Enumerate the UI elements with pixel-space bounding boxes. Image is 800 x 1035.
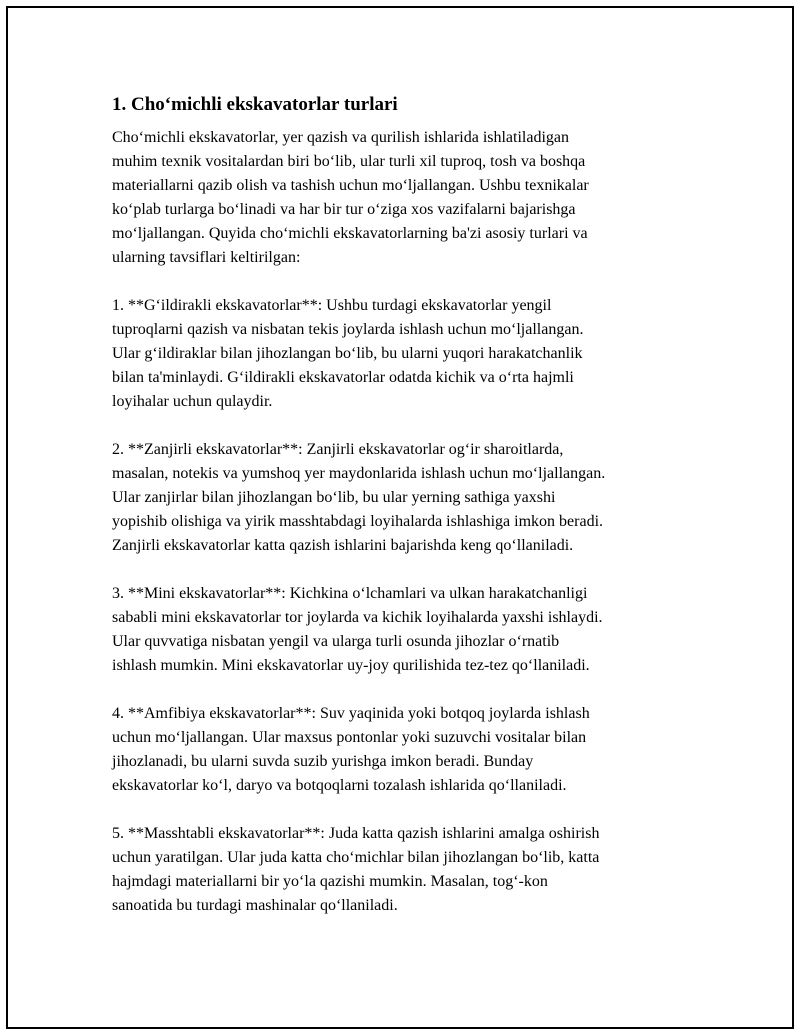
paragraph-crawler-excavators: 2. **Zanjirli ekskavatorlar**: Zanjirli ekskavatorlar og‘ir sharoitlarda, masalan, notekis va yumshoq yer maydonlarida ishlash uchun mo‘ljallangan. Ular zanjirlar bilan jihozlangan bo‘lib, bu ular yerning sathiga yaxshi yopishib olishiga va yirik masshtabdagi loyihalarda ishlashiga imkon beradi. Zanjirli ekskavatorlar katta qazish ishlarini bajarishda keng qo‘llaniladi. — [112, 441, 606, 554]
paragraph-wheeled-excavators: 1. **G‘ildirakli ekskavatorlar**: Ushbu turdagi ekskavatorlar yengil tuproqlarni qazish va nisbatan tekis joylarda ishlash uchun mo‘ljallangan. Ular g‘ildiraklar bilan jihozlangan bo‘lib, bu ularni yuqori harakatchanlik bilan ta'minlaydi. G‘ildirakli ekskavatorlar odatda kichik va o‘rta hajmli loyihalar uchun qulaydir. — [112, 297, 584, 410]
document-body — [112, 92, 692, 942]
paragraph-large-scale-excavators: 5. **Masshtabli ekskavatorlar**: Juda katta qazish ishlarini amalga oshirish uchun yaratilgan. Ular juda katta cho‘michlar bilan jihozlangan bo‘lib, katta hajmdagi materiallarni bir yo‘la qazishi mumkin. Masalan, tog‘-kon sanoatida bu turdagi mashinalar qo‘llaniladi. — [112, 825, 600, 914]
section-heading: 1. Cho‘michli ekskavatorlar turlari — [112, 94, 398, 115]
paragraph-mini-excavators: 3. **Mini ekskavatorlar**: Kichkina o‘lchamlari va ulkan harakatchanligi sababli mini ekskavatorlar tor joylarda va kichik loyihalarda yaxshi ishlaydi. Ular quvvatiga nisbatan yengil va ularga turli osunda jihozlar o‘rnatib ishlash mumkin. Mini ekskavatorlar uy-joy qurilishida tez-tez qo‘llaniladi. — [112, 585, 603, 674]
intro-paragraph: Cho‘michli ekskavatorlar, yer qazish va qurilish ishlarida ishlatiladigan muhim texnik vositalardan biri bo‘lib, ular turli xil tuproq, tosh va boshqa materiallarni qazib olish va tashish uchun mo‘ljallangan. Ushbu texnikalar ko‘plab turlarga bo‘linadi va har bir tur o‘ziga xos vazifalarni bajarishga mo‘ljallangan. Quyida cho‘michli ekskavatorlarning ba'zi asosiy turlari va ularning tavsiflari keltirilgan: — [112, 129, 589, 266]
paragraph-amphibious-excavators: 4. **Amfibiya ekskavatorlar**: Suv yaqinida yoki botqoq joylarda ishlash uchun mo‘ljallangan. Ular maxsus pontonlar yoki suzuvchi vositalar bilan jihozlanadi, bu ularni suvda suzib yurishga imkon beradi. Bunday ekskavatorlar ko‘l, daryo va botqoqlarni tozalash ishlarida qo‘llaniladi. — [112, 705, 590, 794]
